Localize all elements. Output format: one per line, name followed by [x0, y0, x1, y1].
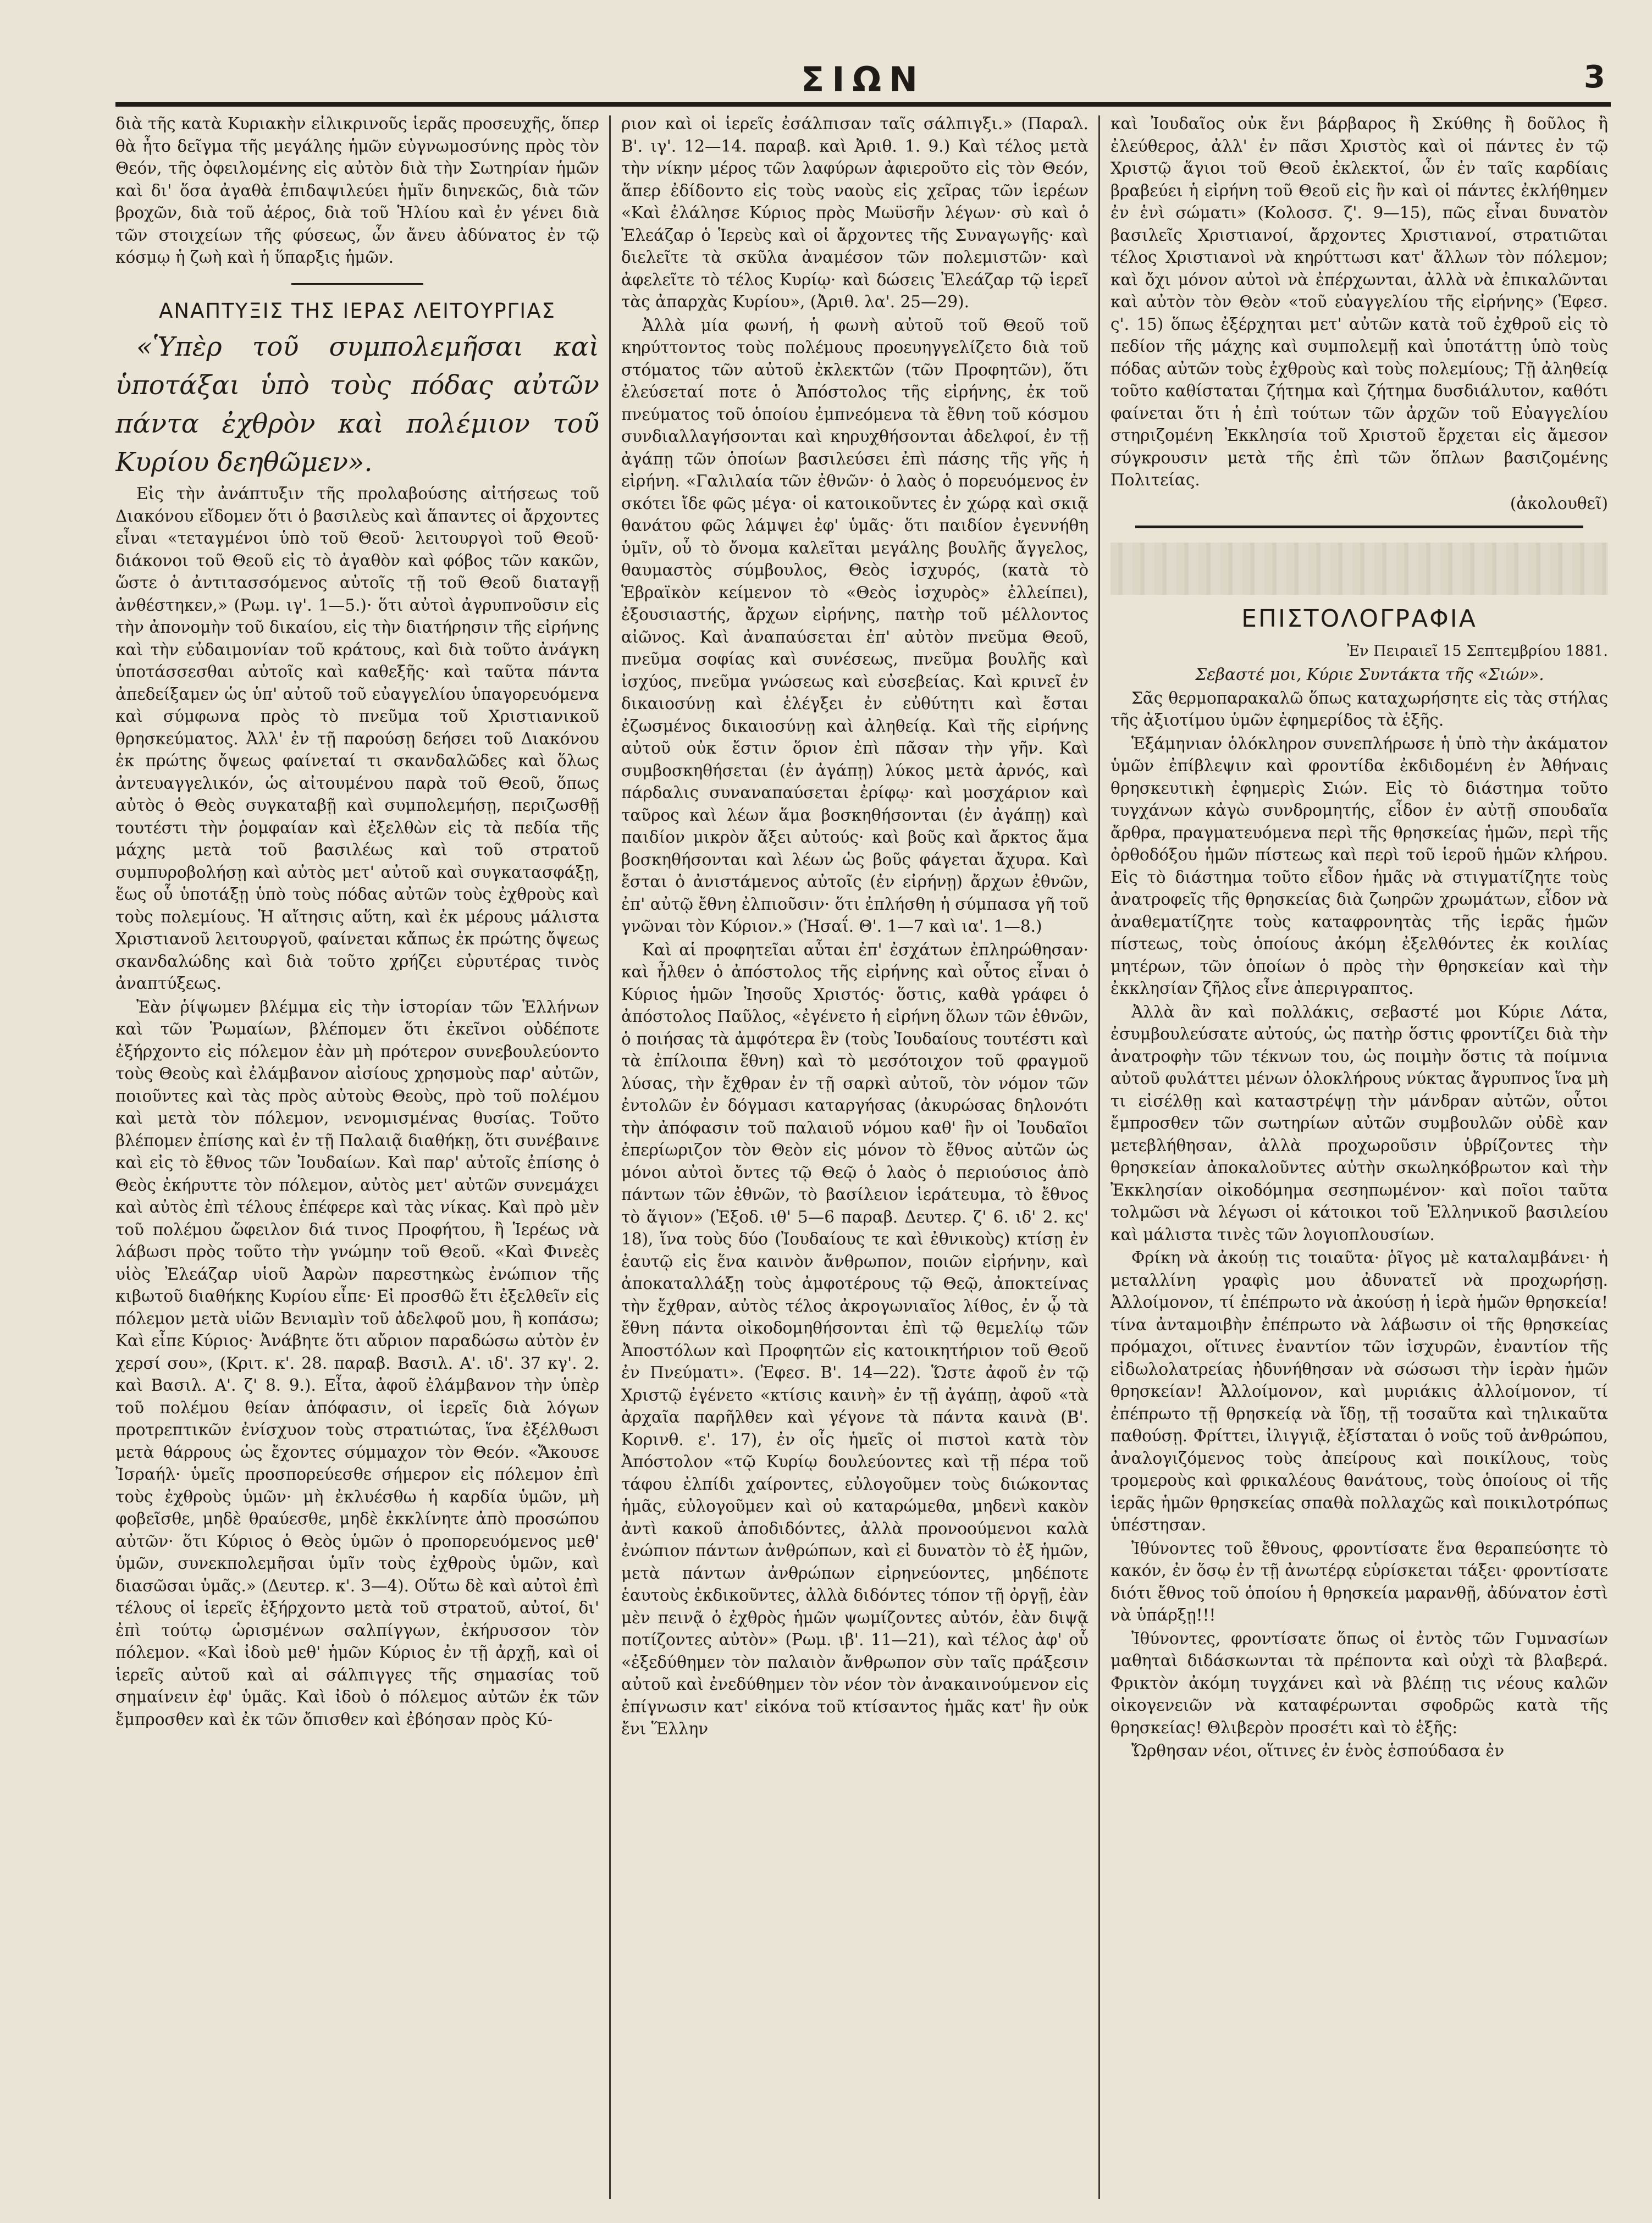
column-rule-1 — [609, 115, 611, 2199]
letters-heading: ΕΠΙΣΤΟΛΟΓΡΑΦΙΑ — [1241, 605, 1477, 633]
article-paragraph: Ἀλλὰ μία φωνή, ἡ φωνὴ αὐτοῦ τοῦ Θεοῦ τοῦ κηρύττοντος τοὺς πολέμους προευηγγελίζετο διὰ τοῦ στόματος τῶν αὐτοῦ ἐκλεκτῶν (τῶν Προφητῶν), ὅτι ἐλεύσεταί ποτε ὁ Ἀπόστολος τῆς εἰρήνης, ἐκ τοῦ πνεύματος τοῦ ὁποίου ἐμπνεόμενα τὰ ἔθνη τοῦ κόσμου συνδιαλλαγήσονται καὶ κηρυχθήσονται ἀδελφοί, ἐν τῇ ἀγάπῃ τῶν ὁποίων βασιλεύσει ἐπὶ πάσης τῆς γῆς ἡ εἰρήνη. «Γαλιλαία τῶν ἐθνῶν· ὁ λαὸς ὁ πορευόμενος ἐν σκότει ἴδε φῶς μέγα· οἱ κατοικοῦντες ἐν χώρᾳ καὶ σκιᾷ θανάτου φῶς λάμψει ἐφ' ὑμᾶς· ὅτι παιδίον ἐγεννήθη ὑμῖν, οὗ τὸ ὄνομα καλεῖται μεγάλης βουλῆς ἄγγελος, θαυμαστὸς σύμβουλος, Θεὸς ἰσχυρός, (κατὰ τὸ Ἑβραϊκὸν κείμενον τὸ «Θεὸς ἰσχυρὸς» ἐλλείπει), ἐξουσιαστής, ἄρχων εἰρήνης, πατὴρ τοῦ μέλλοντος αἰῶνος. Καὶ ἀναπαύσεται ἐπ' αὐτὸν πνεῦμα Θεοῦ, πνεῦμα σοφίας καὶ συνέσεως, πνεῦμα βουλῆς καὶ ἰσχύος, πνεῦμα γνώσεως καὶ εὐσεβείας. Καὶ κρινεῖ ἐν δικαιοσύνῃ καὶ ἐλέγξει ἐν εὐθύτητι καὶ ἔσται ἐζωσμένος δικαιοσύνῃ καὶ ἀληθείᾳ. Καὶ τῆς εἰρήνης αὐτοῦ οὐκ ἔστιν ὅριον ἐπὶ πᾶσαν τὴν γῆν. Καὶ συμβοσκηθήσεται (ἐν ἀγάπῃ) λύκος μετὰ ἀρνός, καὶ πάρδαλις συναναπαύσεται ἐρίφῳ· καὶ μοσχάριον καὶ ταῦρος καὶ λέων ἅμα βοσκηθήσονται (ἐν ἀγάπῃ) καὶ παιδίον μικρὸν ἄξει αὐτούς· καὶ βοῦς καὶ ἄρκτος ἅμα βοσκηθήσονται καὶ λέων ὡς βοῦς φάγεται ἄχυρα. Καὶ ἔσται ὁ ἀνιστάμενος αὐτοῖς (ἐν εἰρήνῃ) ἄρχων ἐθνῶν, ἐπ' αὐτῷ ἔθνη ἐλπιοῦσιν· ὅτι ἐπλήσθη ἡ σύμπασα γῆ τοῦ γνῶναι τὸν Κύριον.» (Ἠσαΐ. Θ'. 1—7 καὶ ια'. 1—8.) — [621, 316, 1089, 936]
column-rule-2 — [1098, 115, 1100, 2199]
letter-paragraph: Ἰθύνοντες, φροντίσατε ὅπως οἱ ἐντὸς τῶν Γυμνασίων μαθηταὶ διδάσκωνται τὰ πρέποντα καὶ οὐχὶ τὰ βλαβερά. Φρικτὸν ἀκόμη τυγχάνει καὶ νὰ βλέπῃ τις νέους καλῶν οἰκογενειῶν νὰ καταφέρωνται σφοδρῶς κατὰ τῆς θρησκείας! Θλιβερὸν προσέτι καὶ τὸ ἑξῆς: — [1110, 1629, 1608, 1737]
continued-note: (ἀκολουθεῖ) — [1510, 494, 1608, 513]
letter-paragraph: Ἑξάμηνιαν ὁλόκληρον συνεπλήρωσε ἡ ὑπὸ τὴν ἀκάματον ὑμῶν ἐπίβλεψιν καὶ φροντίδα ἐκδιδομένη ἐν Ἀθήναις θρησκευτικὴ ἐφημερὶς Σιών. Εἰς τὸ διάστημα τοῦτο τυγχάνων κἀγὼ συνδρομητής, εἶδον ἐν αὐτῇ σπουδαῖα ἄρθρα, πραγματευόμενα περὶ τῆς θρησκείας ἡμῶν, περὶ τῆς ὀρθοδόξου ἡμῶν πίστεως καὶ περὶ τοῦ ἱεροῦ ἡμῶν κλήρου. Εἰς τὸ διάστημα τοῦτο εἶδον ἡμᾶς νὰ στιγματίζητε τοὺς ἀνατροφεῖς τῆς θρησκείας διὰ ζωηρῶν χρωμάτων, εἶδον νὰ ἀναθεματίζητε τοὺς καταφρονητὰς τῆς ἱερᾶς ἡμῶν πίστεως, τοὺς ὁποίους ἀκόμη ἐξελθόντες ἐκ κοιλίας μητέρων, τῶν ὁποίων ὁ πρὸς τὴν θρησκείαν καὶ τὴν ἐκκλησίαν ζῆλος εἶνε ἀπεριγραπτος. — [1110, 734, 1608, 998]
divider — [1135, 526, 1583, 528]
column-3 — [1110, 113, 1608, 2207]
article-heading: ΑΝΑΠΤΥΞΙΣ ΤΗΣ ΙΕΡΑΣ ΛΕΙΤΟΥΡΓΙΑΣ — [159, 298, 556, 323]
column-1 — [115, 113, 599, 2207]
masthead — [115, 55, 1611, 107]
article-paragraph: ριον καὶ οἱ ἱερεῖς ἐσάλπισαν ταῖς σάλπιγξι.» (Παραλ. Β'. ιγ'. 12—14. παραβ. καὶ Ἀριθ. 1. 9.) Καὶ τέλος μετὰ τὴν νίκην μέρος τῶν λαφύρων ἀφιεροῦτο εἰς τὸν Θεόν, ἅπερ ἐδίδοντο εἰς τοὺς ναοὺς εἰς χεῖρας τῶν ἱερέων «Καὶ ἐλάλησε Κύριος πρὸς Μωϋσῆν λέγων· σὺ καὶ ὁ Ἐλεάζαρ ὁ Ἱερεὺς καὶ οἱ ἄρχοντες τῆς Συναγωγῆς· καὶ διελεῖτε τὰ σκῦλα ἀναμέσον τῶν πολεμιστῶν· καὶ ἀφελεῖτε τὸ τέλος Κυρίῳ· καὶ δώσεις Ἐλεάζαρ τῷ ἱερεῖ τὰς ἀπαρχὰς Κυρίου», (Ἀριθ. λα'. 25—29). — [621, 114, 1089, 311]
article-epigraph: «Ὑπὲρ τοῦ συμπολεμῆσαι καὶ ὑποτάξαι ὑπὸ τοὺς πόδας αὐτῶν πάντα ἐχθρὸν καὶ πολέμιον τοῦ Κυρίου δεηθῶμεν». — [115, 331, 599, 478]
article-paragraph: Εἰς τὴν ἀνάπτυξιν τῆς προλαβούσης αἰτήσεως τοῦ Διακόνου εἴδομεν ὅτι ὁ βασιλεὺς καὶ ἅπαντες οἱ ἄρχοντες εἶναι «τεταγμένοι ὑπὸ τοῦ Θεοῦ· λειτουργοὶ τοῦ Θεοῦ· διάκονοι τοῦ Θεοῦ εἰς τὸ ἀγαθὸν καὶ φόβος τῶν κακῶν, ὥστε ὁ ἀντιτασσόμενος αὐτοῖς τῇ τοῦ Θεοῦ διαταγῇ ἀνθέστηκεν,» (Ρωμ. ιγ'. 1—5.)· ὅτι αὐτοὶ ἀγρυπνοῦσιν εἰς τὴν ἀπονομὴν τοῦ δικαίου, εἰς τὴν διατήρησιν τῆς εἰρήνης καὶ τὴν εὐδαιμονίαν τοῦ κράτους, καὶ διὰ τοῦτο ἀνάγκη ὑποτάσσεσθαι αὐτοῖς καὶ καθεξῆς· καὶ ταῦτα πάντα ἀπεδείξαμεν ὡς ὑπ' αὐτοῦ τοῦ εὐαγγελίου ὑπαγορευόμενα καὶ σύμφωνα πρὸς τὸ πνεῦμα τοῦ Χριστιανικοῦ θρησκεύματος. Ἀλλ' ἐν τῇ παρούσῃ δεήσει τοῦ Διακόνου ἐκ πρώτης ὄψεως φαίνεταί τι σκανδαλῶδες καὶ ὅλως ἀντευαγγελικόν, ὡς αἰτουμένου παρὰ τοῦ Θεοῦ, ὅπως αὐτὸς ὁ Θεὸς συγκαταβῇ καὶ συμπολεμήσῃ, περιζωσθῇ τουτέστι τὴν ῥομφαίαν καὶ ἐξελθὼν εἰς τὰ πεδία τῆς μάχης μετὰ τοῦ βασιλέως καὶ τοῦ στρατοῦ συμπυροβολήσῃ καὶ αὐτὸς μετ' αὐτοῦ καὶ συγκατασφάξῃ, ἕως οὗ ὑποτάξῃ ὑπὸ τοὺς πόδας αὐτῶν τοὺς ἐχθροὺς καὶ τοὺς πολεμίους. Ἡ αἴτησις αὕτη, καὶ ἐκ μέρους μάλιστα Χριστιανοῦ λειτουργοῦ, φαίνεται κἄπως ἐκ πρώτης ὄψεως σκανδαλώδης καὶ διὰ τοῦτο χρήζει εὐρυτέρας τινὸς ἀναπτύξεως. — [115, 484, 599, 993]
letter-paragraph: Ἰθύνοντες τοῦ ἔθνους, φροντίσατε ἕνα θεραπεύσητε τὸ κακόν, ἐν ὅσῳ ἐν τῇ ἀνωτέρᾳ εὑρίσκεται τάξει· φροντίσατε διότι ἔθνος τοῦ ὁποίου ἡ θρησκεία μαρανθῇ, ἀδύνατον ἐστὶ νὰ ὑπάρξῃ!!! — [1110, 1539, 1608, 1624]
newspaper-title: ΣΙΩΝ — [800, 59, 925, 99]
letter-paragraph: Φρίκη νὰ ἀκούῃ τις τοιαῦτα· ῥῖγος μὲ καταλαμβάνει· ἡ μεταλλίνη γραφὶς μου ἀδυνατεῖ νὰ προχωρήσῃ. Ἀλλοίμονον, τί ἐπέπρωτο νὰ ἀκούσῃ ἡ ἱερὰ ἡμῶν θρησκεία! τίνα ἀνταμοιβὴν ἐπέπρωτο νὰ λάβωσιν οἱ τῆς θρησκείας πρόμαχοι, οἵτινες ἐναντίον τῶν ἰσχυρῶν, ἐναντίον τῆς εἰδωλολατρείας ἠδυνήθησαν νὰ σώσωσι τὴν ἱερὰν ἡμῶν θρησκείαν! Ἀλλοίμονον, καὶ μυριάκις ἀλλοίμονον, τί ἐπέπρωτο τῇ θρησκείᾳ νὰ ἴδῃ, τῇ τοσαῦτα καὶ τηλικαῦτα παθούσῃ. Φρίττει, ἰλιγγιᾷ, ἐξίσταται ὁ νοῦς τοῦ ἀνθρώπου, ἀναλογιζόμενος τοὺς ἀπείρους καὶ ποικίλους, τοὺς τρομεροὺς καὶ φρικαλέους θανάτους, τοὺς ὁποίους οἱ τῆς ἱερᾶς ἡμῶν θρησκείας σπαθὰ πολλαχῶς καὶ ποικιλοτρόπως ὑπέστησαν. — [1110, 1248, 1608, 1534]
article-paragraph: Καὶ αἱ προφητεῖαι αὗται ἐπ' ἐσχάτων ἐπληρώθησαν· καὶ ἦλθεν ὁ ἀπόστολος τῆς εἰρήνης καὶ οὗτος εἶναι ὁ Κύριος ἡμῶν Ἰησοῦς Χριστός· ὅστις, καθὰ γράφει ὁ ἀπόστολος Παῦλος, «ἐγένετο ἡ εἰρήνη ὅλων τῶν ἐθνῶν, ὁ ποιήσας τὰ ἀμφότερα ἓν (τοὺς Ἰουδαίους τουτέστι καὶ τὰ ἐπίλοιπα ἔθνη) καὶ τὸ μεσότοιχον τοῦ φραγμοῦ λύσας, τὴν ἔχθραν ἐν τῇ σαρκὶ αὐτοῦ, τὸν νόμον τῶν ἐντολῶν ἐν δόγμασι καταργήσας (ἀκυρώσας δηλονότι τὴν ἀπόφασιν τοῦ παλαιοῦ νόμου καθ' ἣν οἱ Ἰουδαῖοι ἐπερίωριζον τὸν Θεὸν εἰς μόνον τὸ ἔθνος αὐτῶν ὡς μόνοι αὐτοὶ ὄντες τῷ Θεῷ ὁ λαὸς ὁ περιούσιος ἀπὸ πάντων τῶν ἐθνῶν, τὸ βασίλειον ἱεράτευμα, τὸ ἔθνος τὸ ἅγιον» (Ἐξοδ. ιθ' 5—6 παραβ. Δευτερ. ζ' 6. ιδ' 2. κς' 18), ἵνα τοὺς δύο (Ἰουδαίους τε καὶ ἐθνικοὺς) κτίσῃ ἐν ἑαυτῷ εἰς ἕνα καινὸν ἄνθρωπον, ποιῶν εἰρήνην, καὶ ἀποκαταλλάξῃ τοὺς ἀμφοτέρους τῷ Θεῷ, ἀποκτείνας τὴν ἔχθραν, αὐτὸς τέλος ἀκρογωνιαῖος λίθος, ἐν ᾧ τὰ ἔθνη πάντα οἰκοδομηθήσονται ἐπὶ τῷ θεμελίῳ τῶν Ἀποστόλων καὶ Προφητῶν εἰς κατοικητήριον τοῦ Θεοῦ ἐν Πνεύματι». (Ἐφεσ. Β'. 14—22). Ὥστε ἀφοῦ ἐν τῷ Χριστῷ ἐγένετο «κτίσις καινὴ» ἐν τῇ ἀγάπῃ, ἀφοῦ «τὰ ἀρχαῖα παρῆλθεν καὶ γέγονε τὰ πάντα καινὰ (Β'. Κορινθ. ε'. 17), ἐν οἷς ἡμεῖς οἱ πιστοὶ κατὰ τὸν Ἀπόστολον «τῷ Κυρίῳ δουλεύοντες καὶ τῇ πέρα τοῦ τάφου ἐλπίδι χαίροντες, εὐλογοῦμεν τοὺς διώκοντας ἡμᾶς, εὐλογοῦμεν καὶ οὐ καταρώμεθα, μηδενὶ κακὸν ἀντὶ κακοῦ ἀποδιδόντες, ἀλλὰ προνοούμενοι καλὰ ἐνώπιον πάντων ἀνθρώπων, καὶ εἰ δυνατὸν τὸ ἐξ ἡμῶν, μετὰ πάντων ἀνθρώπων εἰρηνεύοντες, μηδέποτε ἑαυτοὺς ἐκδικοῦντες, ἀλλὰ διδόντες τόπον τῇ ὀργῇ, ἐὰν μὲν πεινᾷ ὁ ἐχθρὸς ἡμῶν ψωμίζοντες αὐτόν, ἐὰν διψᾷ ποτίζοντες αὐτὸν» (Ρωμ. ιβ'. 11—21), καὶ τέλος ἀφ' οὗ «ἐξεδύθημεν τὸν παλαιὸν ἄνθρωπον σὺν ταῖς πράξεσιν αὐτοῦ καὶ ἐνεδύθημεν τὸν νέον τὸν ἀνακαινούμενον εἰς ἐπίγνωσιν κατ' εἰκόνα τοῦ κτίσαντος ἡμᾶς κατ' ἣν οὐκ ἔνι Ἕλλην — [621, 940, 1089, 1738]
letter-paragraph: Σᾶς θερμοπαρακαλῶ ὅπως καταχωρήσητε εἰς τὰς στήλας τῆς ἀξιοτίμου ὑμῶν ἐφημερίδος τὰ ἑξῆς. — [1110, 688, 1608, 729]
letter-paragraph: Ἀλλὰ ἂν καὶ πολλάκις, σεβαστέ μοι Κύριε Λάτα, ἐσυμβουλεύσατε αὐτούς, ὡς πατὴρ ὅστις φροντίζει διὰ τὴν ἀνατροφὴν τῶν τέκνων του, ὡς ποιμὴν ὅστις τὰ ποίμνια αὐτοῦ φυλάττει μένων ὁλοκλήρους νύκτας ἄγρυπνος ἵνα μὴ τι εἰσέλθῃ καὶ καταστρέψῃ τὴν μάνδραν αὐτῶν, οὗτοι ἔμπροσθεν τῶν σωτηρίων αὐτῶν συμβουλῶν οὐδὲ καν μετεβλήθησαν, ἀλλὰ προχωροῦσιν ὑβρίζοντες τὴν θρησκείαν ἀποκαλοῦντες αὐτὴν σκωληκόβρωτον καὶ τὴν Ἐκκλησίαν οἰκοδόμημα σεσηπωμένον· καὶ ποῖοι ταῦτα τολμῶσι νὰ λέγωσι οἱ κάτοικοι τοῦ Ἑλληνικοῦ βασιλείου καὶ μάλιστα τινὲς τῶν λογιοπλουσίων. — [1110, 1002, 1608, 1244]
article-paragraph: Ἐὰν ῥίψωμεν βλέμμα εἰς τὴν ἱστορίαν τῶν Ἑλλήνων καὶ τῶν Ῥωμαίων, βλέπομεν ὅτι ἐκεῖνοι οὐδέποτε ἐξήρχοντο εἰς πόλεμον ἐὰν μὴ πρότερον συνεβουλεύοντο τοὺς Θεοὺς καὶ ἐλάμβανον αἰσίους χρησμοὺς παρ' αὐτῶν, ποιοῦντες καὶ τὰς πρὸς αὐτοὺς Θεοὺς, πρὸ τοῦ πολέμου καὶ μετὰ τὸν πόλεμον, νενομισμένας θυσίας. Τοῦτο βλέπομεν ἐπίσης καὶ ἐν τῇ Παλαιᾷ διαθήκῃ, ὅτι συνέβαινε καὶ εἰς τὸ ἔθνος τῶν Ἰουδαίων. Καὶ παρ' αὐτοῖς ἐπίσης ὁ Θεὸς ἐκήρυττε τὸν πόλεμον, αὐτὸς μετ' αὐτῶν συνεμάχει καὶ αὐτὸς ἐπὶ τέλους ἐπέφερε καὶ τὰς νίκας. Καὶ πρὸ μὲν τοῦ πολέμου ὤφειλον διά τινος Προφήτου, ἢ Ἱερέως νὰ λάβωσι πρὸς τοῦτο τὴν γνώμην τοῦ Θεοῦ. «Καὶ Φινεὲς υἱὸς Ἐλεάζαρ υἱοῦ Ἀαρὼν παρεστηκὼς ἐνώπιον τῆς κιβωτοῦ διαθήκης Κυρίου εἶπε· Εἰ προσθῶ ἔτι ἐξελθεῖν εἰς πόλεμον μετὰ υἱῶν Βενιαμὶν τοῦ ἀδελφοῦ μου, ἢ κοπάσω; Καὶ εἶπε Κύριος· Ἀνάβητε ὅτι αὔριον παραδώσω αὐτὸν ἐν χερσί σου», (Κριτ. κ'. 28. παραβ. Βασιλ. Α'. ιδ'. 37 κγ'. 2. καὶ Βασιλ. Α'. ζ' 8. 9.). Εἶτα, ἀφοῦ ἐλάμβανον τὴν ὑπὲρ τοῦ πολέμου θείαν ἀπόφασιν, οἱ ἱερεῖς διὰ λόγων προτρεπτικῶν ἐνίσχυον τοὺς στρατιώτας, ἵνα ἐξέλθωσι μετὰ θάρρους ὡς ἔχοντες σύμμαχον τὸν Θεόν. «Ἄκουσε Ἰσραήλ· ὑμεῖς προσπορεύεσθε σήμερον εἰς πόλεμον ἐπὶ τοὺς ἐχθροὺς ὑμῶν· μὴ ἐκλυέσθω ἡ καρδία ὑμῶν, μὴ φοβεῖσθε, μηδὲ θραύεσθε, μηδὲ ἐκκλίνητε ἀπὸ προσώπου αὐτῶν· ὅτι Κύριος ὁ Θεὸς ὑμῶν ὁ προπορευόμενος μεθ' ὑμῶν, συνεκπολεμῆσαι ὑμῖν τοὺς ἐχθροὺς ὑμῶν, καὶ διασῶσαι ὑμᾶς.» (Δευτερ. κ'. 3—4). Οὕτω δὲ καὶ αὐτοὶ ἐπὶ τέλους οἱ ἱερεῖς ἐξήρχοντο μετὰ τοῦ στρατοῦ, αὐτοί, δι' ἐπὶ τούτῳ ὡρισμένων σαλπίγγων, ἐκήρυσσον τὸν πόλεμον. «Καὶ ἰδοὺ μεθ' ἡμῶν Κύριος ἐν τῇ ἀρχῇ, καὶ οἱ ἱερεῖς αὐτοῦ καὶ αἱ σάλπιγγες τῆς σημασίας τοῦ σημαίνειν ἐφ' ὑμᾶς. Καὶ ἰδοὺ ὁ πόλεμος αὐτῶν ἐκ τῶν ἔμπροσθεν καὶ ἐκ τῶν ὄπισθεν καὶ ἐβόησαν πρὸς Κύ- — [115, 997, 599, 1729]
page-number: 3 — [1584, 59, 1605, 95]
article-paragraph: καὶ Ἰουδαῖος οὐκ ἔνι βάρβαρος ἢ Σκύθης ἢ δοῦλος ἢ ἐλεύθερος, ἀλλ' ἐν πᾶσι Χριστὸς καὶ οἱ πάντες ἐν τῷ Χριστῷ ἅγιοι τοῦ Θεοῦ ἐκλεκτοί, ὧν ἐν ταῖς καρδίαις βραβεύει ἡ εἰρήνη τοῦ Θεοῦ εἰς ἣν καὶ οἱ πάντες ἐκλήθημεν ἐν ἑνὶ σώματι» (Κολοσσ. ζ'. 9—15), πῶς εἶναι δυνατὸν βασιλεῖς Χριστιανοί, ἄρχοντες Χριστιανοί, στρατιῶται τέλος Χριστιανοὶ νὰ κηρύττωσι κατ' ἄλλων τὸν πόλεμον; καὶ ὄχι μόνον αὐτοὶ νὰ ἐπέρχωνται, ἀλλὰ νὰ ἐπικαλῶνται καὶ αὐτὸν τὸν Θεὸν «τοῦ εὐαγγελίου τῆς εἰρήνης» (Ἐφεσ. ς'. 15) ὅπως ἐξέρχηται μετ' αὐτῶν κατὰ τοῦ ἐχθροῦ εἰς τὸ πεδίον τῆς μάχης καὶ συμπολεμῇ καὶ ὑποτάττῃ ὑπὸ τοὺς πόδας αὐτῶν τοὺς ἐχθροὺς καὶ τοὺς πολεμίους; Τῇ ἀληθείᾳ τοῦτο καθίσταται ζήτημα καὶ ζήτημα δυσδιάλυτον, καθότι φαίνεται ὅτι ἡ ἐπὶ τούτων τῶν ἀρχῶν τοῦ Εὐαγγελίου στηριζομένη Ἐκκλησία τοῦ Χριστοῦ ἔρχεται εἰς ἄμεσον σύγκρουσιν μετὰ τῆς ἐπὶ τῶν ὅπλων βασιζομένης Πολιτείας. — [1110, 114, 1608, 489]
letter-dateline: Ἐν Πειραιεῖ 15 Σεπτεμβρίου 1881. — [1347, 642, 1608, 660]
divider — [291, 283, 423, 285]
faded-print-band — [1110, 543, 1608, 595]
article-continuation: διὰ τῆς κατὰ Κυριακὴν εἰλικρινοῦς ἱερᾶς προσευχῆς, ὅπερ θὰ ἦτο δεῖγμα τῆς μεγάλης ἡμῶν εὐγνωμοσύνης πρὸς τὸν Θεόν, τῆς ὀφειλομένης εἰς αὐτὸν διὰ τὴν Σωτηρίαν ἡμῶν καὶ δι' ὅσα ἀγαθὰ ἐπιδαψιλεύει ἡμῖν διηνεκῶς, διὰ τῶν βροχῶν, διὰ τοῦ ἀέρος, διὰ τοῦ Ἡλίου καὶ ἐν γένει διὰ τῶν στοιχείων τῆς φύσεως, ὧν ἄνευ ἀδύνατος ἐν τῷ κόσμῳ ἡ ζωὴ καὶ ἡ ὕπαρξις ἡμῶν. — [115, 114, 599, 267]
letter-paragraph: Ὤρθησαν νέοι, οἵτινες ἐν ἑνὸς ἑσπούδασα ἐν — [1131, 1741, 1505, 1760]
letter-salutation: Σεβαστέ μοι, Κύριε Συντάκτα τῆς «Σιών». — [1195, 665, 1544, 684]
column-2 — [621, 113, 1089, 2207]
